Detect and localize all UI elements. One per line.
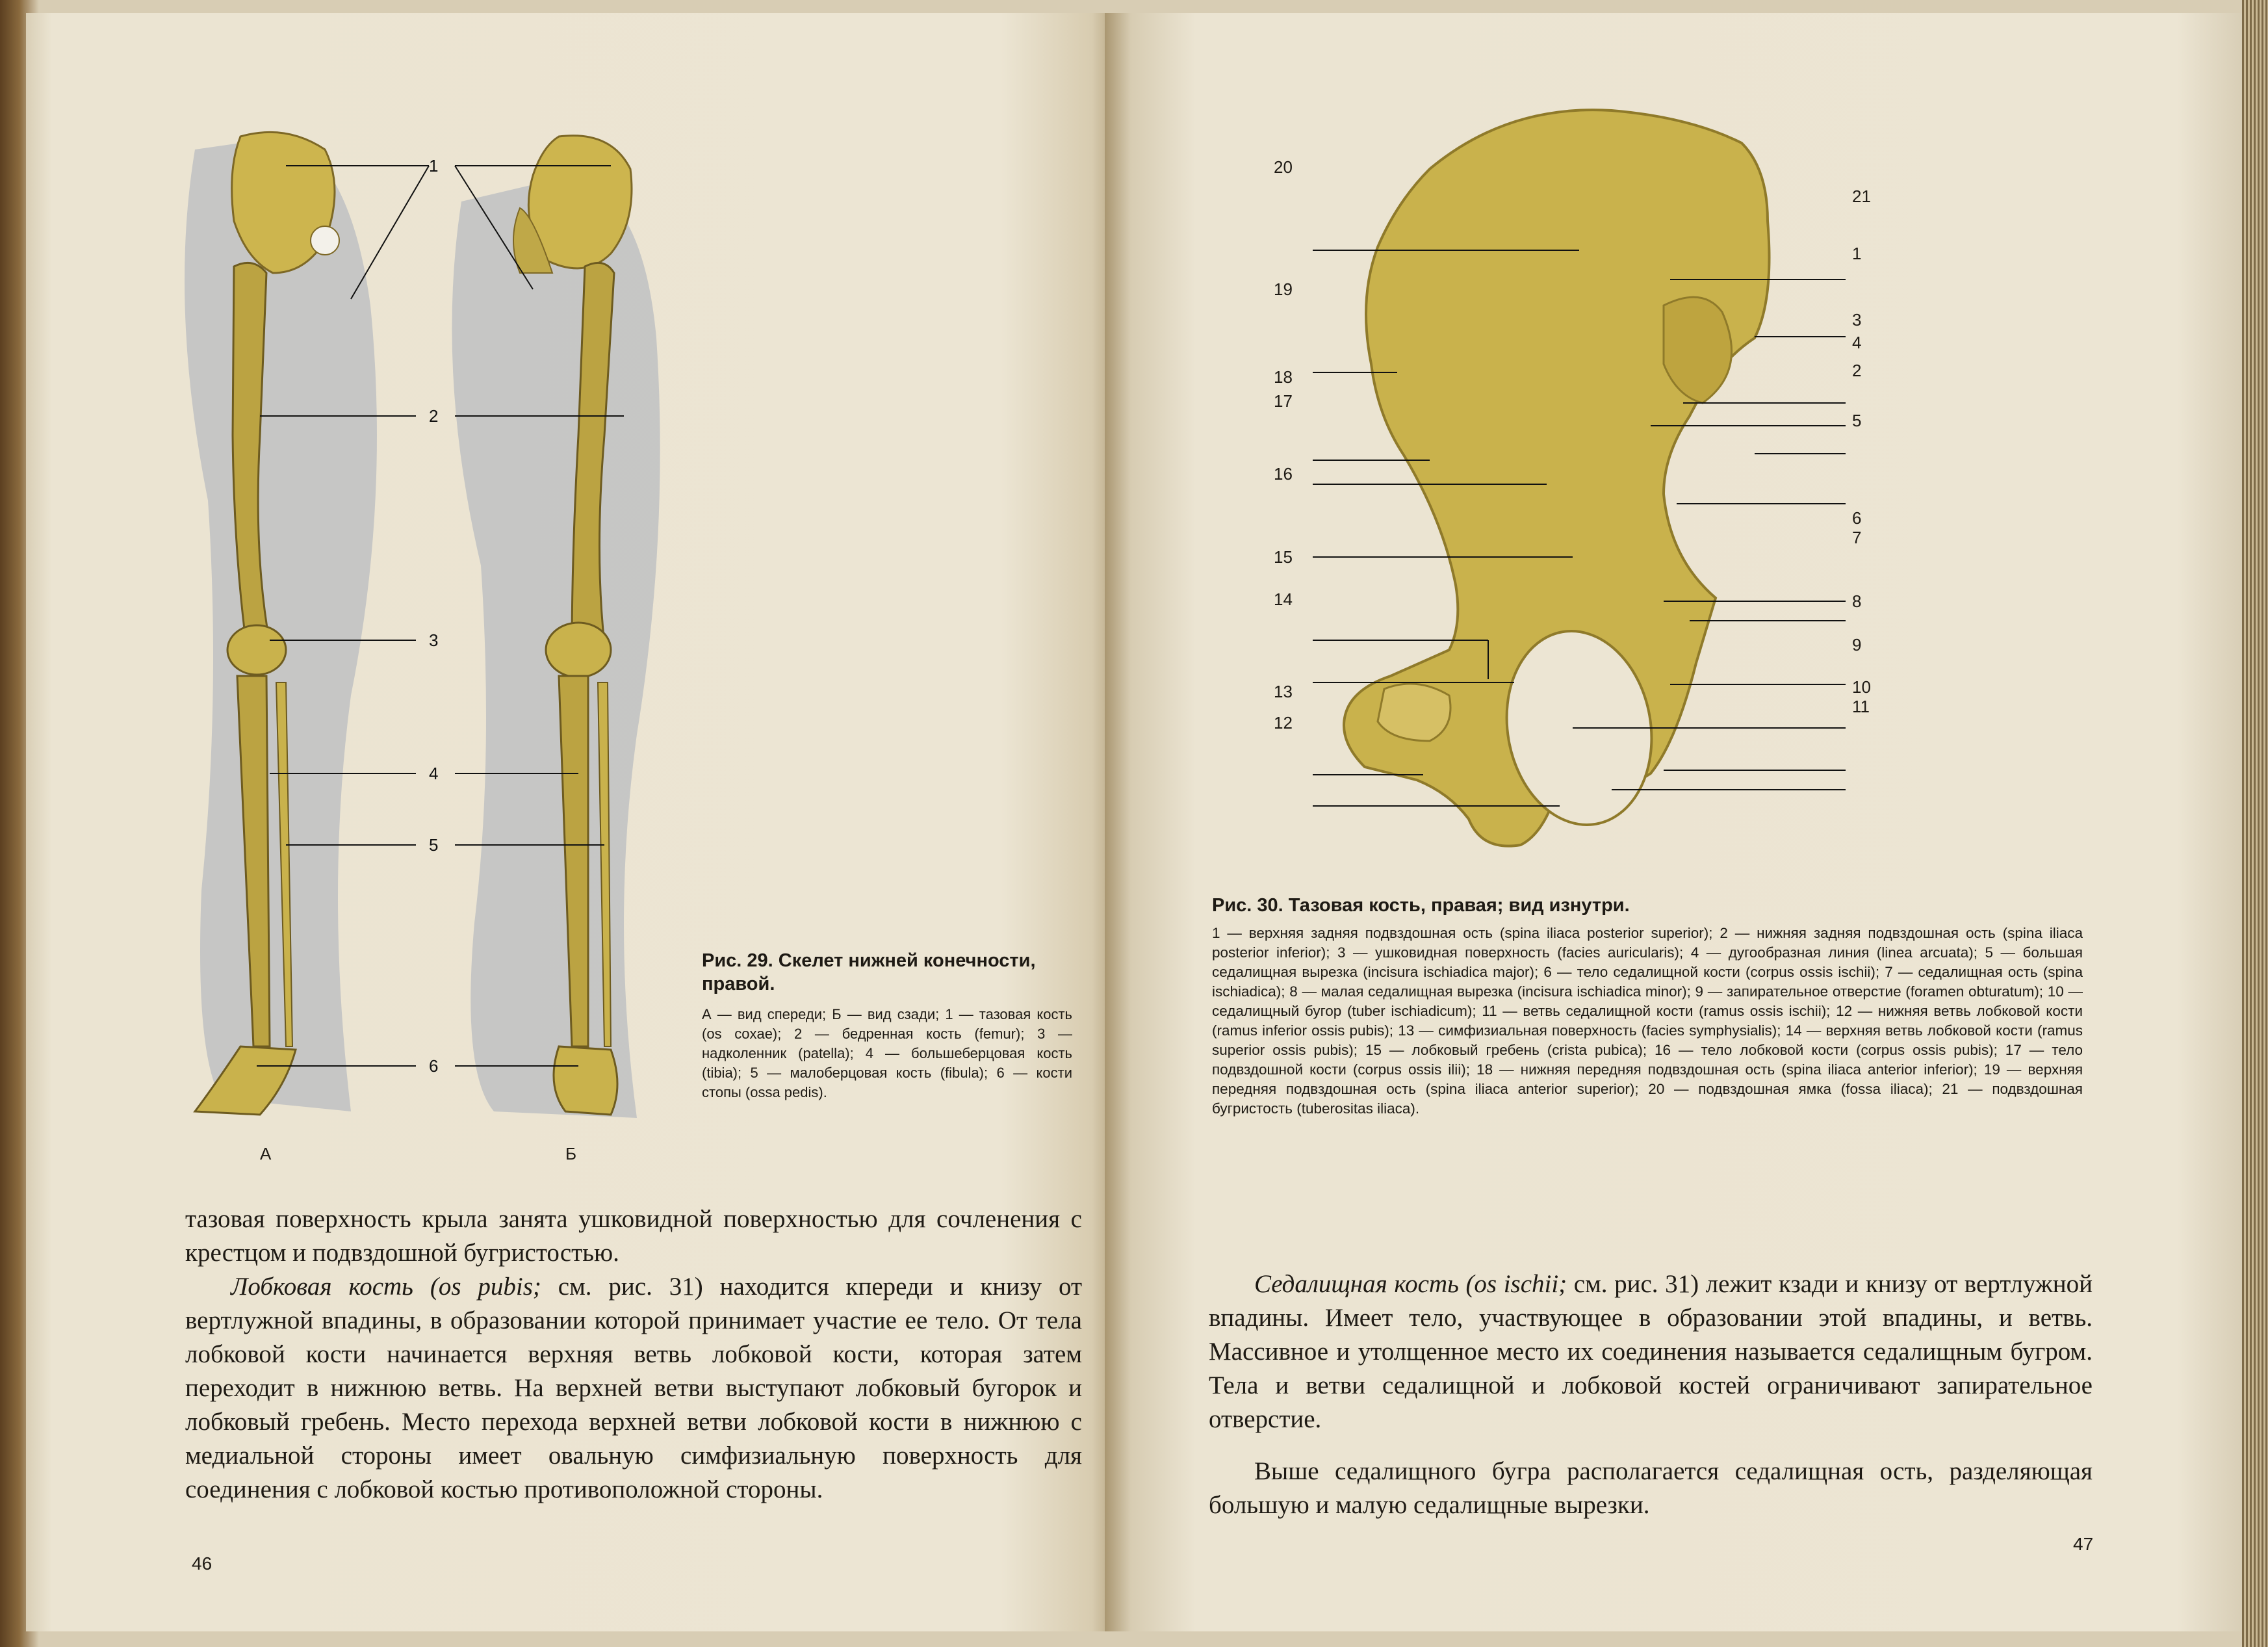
callout-4: 4 [429,764,439,783]
figure-30-title: Рис. 30. Тазовая кость, правая; вид изнутри. [1212,895,1630,916]
hip-callout-14: 14 [1274,590,1293,609]
hip-callout-1: 1 [1852,244,1862,263]
right-paragraph-1-text: см. рис. 31) лежит кзади и книзу от вертлужной впадины. Имеет тело, участвующее в образовании этой впадины, и ветвь. Массивное и утолщенное место их соединения называется седалищным бугром. Тела и ветви седалищной и лобковой костей ограничивают запирательное отверстие. [1209,1270,2093,1433]
callout-2: 2 [429,406,439,426]
leg-silhouette-anterior [185,136,377,1111]
page-number-right: 47 [2073,1534,2094,1554]
hip-callout-12: 12 [1274,713,1293,733]
hip-callout-10: 10 [1852,677,1871,697]
latin-term-os-pubis: (os pubis; [430,1273,541,1301]
hip-callout-3: 3 [1852,310,1862,330]
hip-callout-15: 15 [1274,547,1293,567]
hip-callout-5: 5 [1852,411,1862,430]
right-page [1105,13,2242,1631]
hip-callout-16: 16 [1274,464,1293,484]
callout-3: 3 [429,630,439,650]
right-paragraph-2: Выше седалищного бугра располагается седалищная ость, разделяющая большую и малую седалищные вырезки. [1209,1457,2093,1519]
hip-callout-13: 13 [1274,682,1293,701]
latin-term-os-ischii: (os ischii; [1465,1270,1567,1298]
callout-6: 6 [429,1056,439,1076]
hip-callout-8: 8 [1852,591,1862,611]
figure-29-caption [702,949,1072,1102]
hip-callout-19: 19 [1274,279,1293,299]
hip-bone-figure [1300,91,1989,890]
symphysial-surface [1378,684,1450,741]
hip-callout-21: 21 [1852,187,1871,206]
figure-30-legend: 1 — верхняя задняя подвздошная ость (spina iliaca posterior superior); 2 — нижняя задняя подвздошная ость (spina iliaca posterior inferior); 3 — ушковидная поверхность (facies auricularis); 4 — дугообразная линия (linea arcuata); 5 — большая седалищная вырезка (incisura ischiadica major); 6 — тело седалищной кости (corpus ossis ischii); 7 — седалищная ость (spina ischiadica); 8 — малая седалищная вырезка (incisura ischiadica minor); 9 — запирательное отверстие (foramen obturatum); 10 — седалищный бугор (tuber ischiadicum); 11 — ветвь седалищной кости (ramus ossis ischii); 12 — нижняя ветвь лобковой кости (ramus inferior ossis pubis); 13 — симфизиальная поверхность (facies symphysialis); 14 — верхняя ветвь лобковой кости (ramus superior ossis pubis); 15 — лобковый гребень (crista pubica); 16 — тело лобковой кости (corpus ossis pubis); 17 — тело подвздошной кости (corpus ossis ilii); 18 — нижняя передняя подвздошная ость (spina iliaca anterior inferior); 19 — верхняя передняя подвздошная ость (spina iliaca anterior superior); 20 — подвздошная ямка (fossa iliaca); 21 — подвздошная бугристость (tuberositas iliaca). [1212,925,2083,1117]
figure-29-legend: А — вид спереди; Б — вид сзади; 1 — тазовая кость (os coxae); 2 — бедренная кость (femur); 3 — надколенник (patella); 4 — большеберцовая кость (tibia); 5 — малоберцовая кость (fibula); 6 — кости стопы (ossa pedis). [702,1006,1072,1100]
hip-callout-18: 18 [1274,367,1293,387]
hip-callout-9: 9 [1852,635,1862,655]
figure-30-caption [1212,894,2083,1119]
view-label-a: А [260,1144,272,1163]
left-paragraph-1: тазовая поверхность крыла занята ушковидной поверхностью для сочленения с крестцом и подвздошной бугристостью. [185,1205,1082,1267]
hip-callout-2: 2 [1852,361,1862,380]
figure-29-title: Рис. 29. Скелет нижней конечности, правой. [702,950,1036,994]
hip-callout-7: 7 [1852,528,1862,547]
right-page-text [1209,1267,2093,1522]
right-paragraph-1 [1209,1267,2093,1436]
hip-callout-4: 4 [1852,333,1862,352]
term-os-pubis: Лобковая кость [231,1273,413,1301]
left-page [26,13,1118,1631]
left-page-text [185,1202,1082,1507]
term-os-ischii: Седалищная кость [1254,1270,1459,1298]
callout-5: 5 [429,835,439,855]
left-paragraph-2-text: см. рис. 31) находится кпереди и книзу от вертлужной впадины, в образовании которой принимает участие ее тело. От тела лобковой кости начинается верхняя ветвь лобковой кости, которая затем переходит в нижнюю ветвь. На верхней ветви выступают лобковый бугорок и лобковый гребень. Место перехода верхней ветви лобковой кости в нижнюю с медиальной стороны имеет овальную симфизиальную поверхность для соединения с лобковой костью противоположной стороны. [185,1273,1083,1503]
hip-callout-6: 6 [1852,508,1862,528]
callout-1: 1 [429,156,439,175]
hip-callout-11: 11 [1852,697,1870,716]
hip-callout-20: 20 [1274,157,1293,177]
hip-callout-17: 17 [1274,391,1293,411]
book-page-edges [2242,0,2268,1647]
view-label-b: Б [565,1144,577,1163]
left-paragraph-2 [185,1270,1082,1507]
page-number-left: 46 [192,1553,213,1574]
